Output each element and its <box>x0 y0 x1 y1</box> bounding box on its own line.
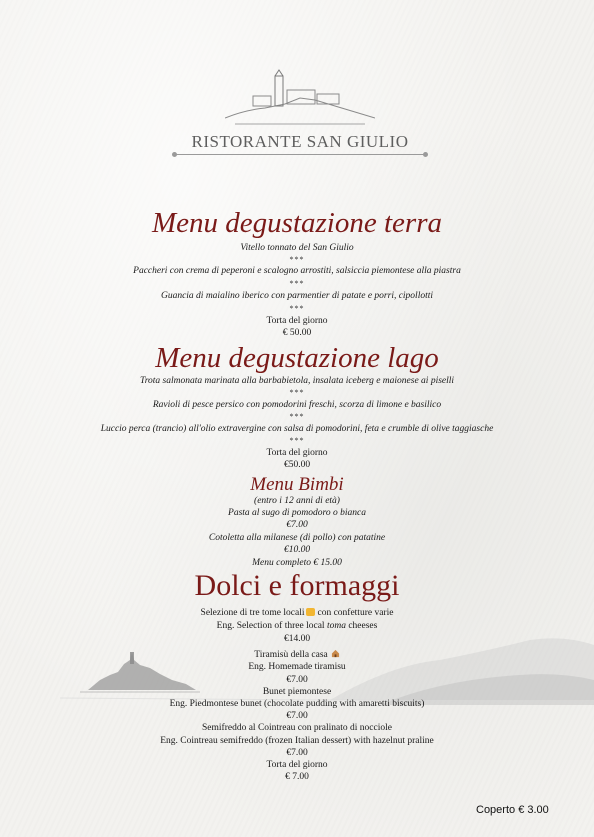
lago-separator-2: *** <box>289 412 305 421</box>
bunet-price: €7.00 <box>286 711 308 721</box>
tiramisu-item <box>0 649 594 661</box>
cheese-item-text: Selezione di tre tome locali <box>200 608 305 618</box>
tiramisu-text: Tiramisù della casa <box>254 650 328 660</box>
semifreddo-english: Eng. Cointreau semifreddo (frozen Italian dessert) with hazelnut praline <box>160 736 434 746</box>
cheese-english-text-end: cheeses <box>348 621 378 631</box>
terra-separator-1: *** <box>289 255 305 264</box>
bimbi-age-note: (entro i 12 anni di età) <box>254 496 340 506</box>
terra-price: € 50.00 <box>282 328 312 338</box>
semifreddo-price: €7.00 <box>286 748 308 758</box>
section-title-dolci: Dolci e formaggi <box>194 569 400 602</box>
terra-dish-3: Guancia di maialino iberico con parmentier di patate e porri, cipollotti <box>160 291 434 301</box>
torta-item: Torta del giorno <box>266 760 328 770</box>
castle-logo-icon <box>225 68 375 128</box>
restaurant-name: RISTORANTE SAN GIULIO <box>191 132 409 151</box>
cheese-english-text: Eng. Selection of three local <box>216 621 325 631</box>
cheese-item-text-end: con confetture varie <box>317 608 394 618</box>
bunet-english: Eng. Piedmontese bunet (chocolate pudding with amaretti biscuits) <box>169 699 425 709</box>
bimbi-price-2: €10.00 <box>283 545 311 555</box>
cheese-english-toma: toma <box>326 621 346 631</box>
lago-dish-1: Trota salmonata marinata alla barbabietola, insalata iceberg e maionese ai piselli <box>139 376 455 386</box>
section-title-bimbi: Menu Bimbi <box>250 474 344 495</box>
terra-dish-2: Paccheri con crema di peperoni e scalogno arrostiti, salsiccia piemontese alla piastra <box>133 266 461 276</box>
terra-dish-1: Vitello tonnato del San Giulio <box>240 243 354 253</box>
coperto-charge: Coperto € 3.00 <box>476 804 549 816</box>
cheese-item-english <box>0 621 594 632</box>
lago-separator-3: *** <box>289 436 305 445</box>
restaurant-logo <box>165 68 435 158</box>
terra-dessert: Torta del giorno <box>266 316 328 326</box>
bimbi-complete-price: Menu completo € 15.00 <box>252 558 342 568</box>
cheese-emoji-icon <box>306 608 315 616</box>
section-title-lago: Menu degustazione lago <box>155 342 439 374</box>
bimbi-dish-1: Pasta al sugo di pomodoro o bianca <box>228 508 366 518</box>
section-title-terra: Menu degustazione terra <box>152 207 442 239</box>
semifreddo-item: Semifreddo al Cointreau con pralinato di nocciole <box>202 723 392 733</box>
lago-price: €50.00 <box>283 460 311 470</box>
terra-separator-3: *** <box>289 304 305 313</box>
lago-dessert: Torta del giorno <box>266 448 328 458</box>
tiramisu-english: Eng. Homemade tiramisu <box>248 662 346 672</box>
bimbi-dish-2: Cotoletta alla milanese (di pollo) con patatine <box>208 533 386 543</box>
cheese-item <box>0 608 594 619</box>
lago-separator-1: *** <box>289 388 305 397</box>
logo-divider <box>175 154 425 155</box>
torta-price: € 7.00 <box>285 772 309 782</box>
cheese-price: €14.00 <box>283 634 311 644</box>
house-emoji-icon <box>331 649 340 658</box>
bimbi-price-1: €7.00 <box>286 520 308 530</box>
lago-dish-3: Luccio perca (trancio) all'olio extravergine con salsa di pomodorini, feta e crumble di olive taggiasche <box>100 424 494 434</box>
terra-separator-2: *** <box>289 279 305 288</box>
lago-dish-2: Ravioli di pesce persico con pomodorini freschi, scorza di limone e basilico <box>152 400 442 410</box>
tiramisu-price: €7.00 <box>286 675 308 685</box>
bunet-item: Bunet piemontese <box>262 687 332 697</box>
